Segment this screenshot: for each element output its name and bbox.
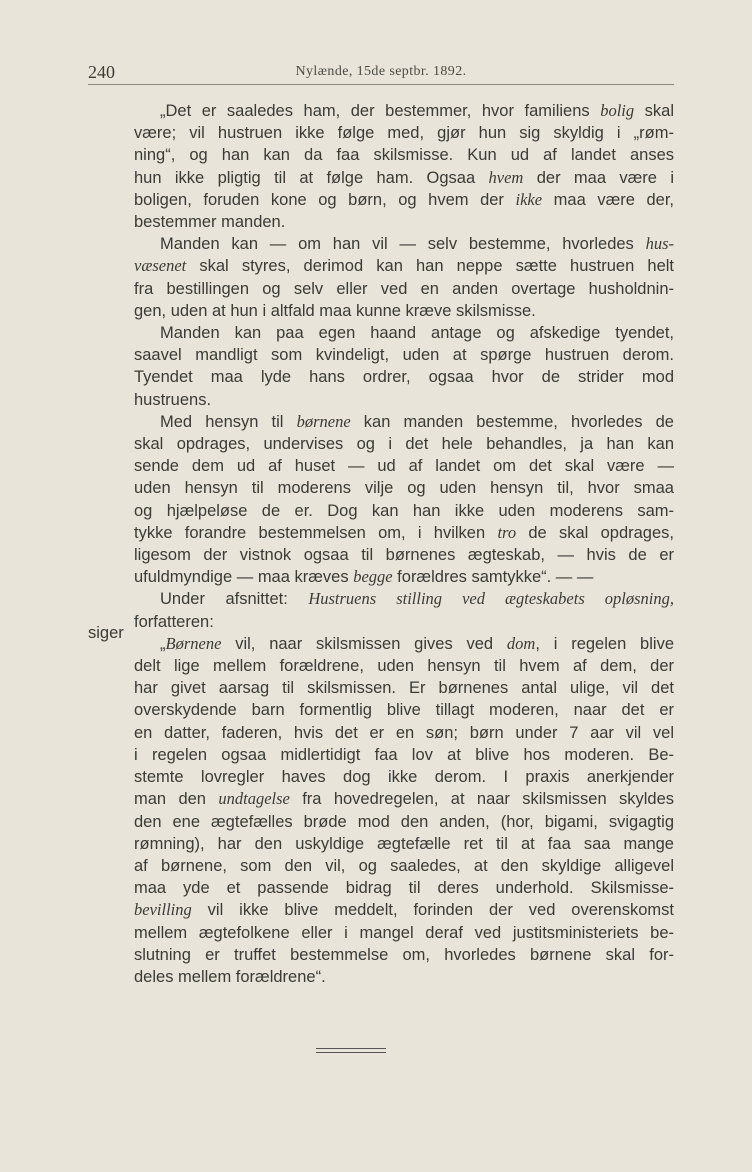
text-run: Manden kan paa egen haand antage og afskedige tyendet, bbox=[160, 324, 674, 343]
text-line bbox=[134, 100, 674, 122]
text-line bbox=[134, 344, 674, 366]
text-line bbox=[134, 611, 674, 633]
text-line bbox=[134, 922, 674, 944]
text-run: hustruens. bbox=[134, 390, 212, 409]
text-run: „ bbox=[160, 634, 166, 653]
paragraph bbox=[134, 633, 674, 988]
paragraph bbox=[134, 588, 674, 632]
text-line bbox=[134, 966, 674, 988]
end-rule bbox=[316, 1048, 386, 1053]
text-line bbox=[134, 633, 674, 655]
text-line bbox=[134, 855, 674, 877]
emphasis: begge bbox=[353, 567, 393, 587]
text-run: skal bbox=[634, 102, 674, 120]
text-line bbox=[134, 389, 674, 411]
text-line bbox=[134, 677, 674, 699]
text-line bbox=[134, 655, 674, 677]
text-line bbox=[134, 722, 674, 744]
emphasis: bolig bbox=[600, 101, 635, 120]
margin-note: siger bbox=[88, 624, 124, 642]
text-line bbox=[134, 144, 674, 166]
emphasis: ikke bbox=[515, 189, 543, 209]
text-line bbox=[134, 322, 674, 344]
page-number: 240 bbox=[88, 62, 115, 82]
text-line bbox=[134, 366, 674, 388]
text-line bbox=[134, 877, 674, 899]
text-run: Med hensyn til bbox=[160, 412, 297, 431]
text-run: hun ikke pligtig til at følge ham. Ogsaa bbox=[134, 168, 489, 187]
emphasis: dom bbox=[506, 633, 536, 653]
text-run: deles mellem forældrene“. bbox=[134, 967, 326, 986]
text-line bbox=[134, 122, 674, 144]
text-run: slutning er truffet bestemmelse om, hvorledes børnene skal for- bbox=[134, 945, 674, 964]
text-run: i regelen ogsaa midlertidigt faa lov at blive hos moderen. Be- bbox=[134, 745, 674, 764]
text-run: de skal opdrages, bbox=[516, 523, 674, 542]
text-line bbox=[134, 300, 674, 322]
text-line bbox=[134, 211, 674, 233]
text-line bbox=[134, 699, 674, 721]
text-run: , i regelen blive bbox=[535, 634, 674, 653]
text-run: en datter, faderen, hvis det er en søn; børn under 7 aar vil vel bbox=[134, 723, 674, 742]
text-run: der maa være i bbox=[523, 168, 675, 187]
text-line bbox=[134, 477, 674, 499]
text-run: stemte lovregler haves dog ikke derom. I praxis anerkjender bbox=[134, 768, 674, 787]
text-run: Tyendet maa lyde hans ordrer, ogsaa hvor de strider mod bbox=[134, 368, 674, 387]
text-run: Under afsnittet: bbox=[160, 590, 309, 609]
text-run: ufuldmyndige — maa kræves bbox=[134, 568, 354, 587]
text-run: den ene ægtefælles brøde mod den anden, (hor, bigami, svigagtig bbox=[134, 812, 674, 831]
text-run: uden hensyn til moderens vilje og uden hensyn til, hvor smaa bbox=[134, 479, 674, 498]
text-run: sende dem ud af huset — ud af landet om det skal være — bbox=[134, 457, 674, 476]
text-line bbox=[134, 500, 674, 522]
running-head: Nylænde, 15de septbr. 1892. bbox=[295, 64, 467, 79]
text-line bbox=[134, 766, 674, 788]
text-line bbox=[134, 167, 674, 189]
text-run: forældres samtykke“. — — bbox=[392, 568, 594, 587]
text-run: skal opdrages, undervises og i det hele behandles, ja han kan bbox=[134, 435, 674, 454]
paragraph bbox=[134, 411, 674, 589]
text-run: og hjælpeløse de er. Dog kan han ikke uden moderens sam- bbox=[134, 501, 674, 520]
text-line bbox=[134, 411, 674, 433]
text-line bbox=[134, 588, 674, 610]
emphasis: Hustruens stilling ved ægteskabets opløsning, bbox=[308, 589, 674, 609]
text-line bbox=[134, 278, 674, 300]
text-run: vil ikke blive meddelt, forinden der ved overenskomst bbox=[191, 901, 674, 920]
text-line bbox=[134, 255, 674, 277]
emphasis: børnene bbox=[296, 411, 351, 431]
paragraph bbox=[134, 100, 674, 233]
text-line bbox=[134, 833, 674, 855]
emphasis: undtagelse bbox=[218, 789, 290, 809]
emphasis: Børnene bbox=[165, 633, 222, 653]
text-run: gen, uden at hun i altfald maa kunne kræve skilsmisse. bbox=[134, 301, 536, 320]
text-run: rømning), har den uskyldige ægtefælle ret til at faa saa mange bbox=[134, 834, 674, 853]
body-text bbox=[134, 100, 674, 988]
text-line bbox=[134, 522, 674, 544]
text-run: saavel mandligt som kvindeligt, uden at spørge hustruen derom. bbox=[134, 346, 674, 365]
text-line bbox=[134, 566, 674, 588]
text-run: være; vil hustruen ikke følge med, gjør hun sig skyldig i „røm- bbox=[134, 124, 674, 143]
text-run: maa yde et passende bidrag til deres underhold. Skilsmisse- bbox=[134, 879, 674, 898]
text-run: overskydende barn formentlig blive tillagt moderen, naar det er bbox=[134, 701, 674, 720]
text-line bbox=[134, 944, 674, 966]
text-run: boligen, foruden kone og børn, og hvem der bbox=[134, 190, 516, 209]
text-run: fra hovedregelen, at naar skilsmissen skyldes bbox=[289, 790, 675, 809]
text-run: mellem ægtefolkene eller i mangel deraf ved justitsministeriets be- bbox=[134, 923, 674, 942]
text-run: har givet aarsag til skilsmissen. Er børnenes antal ulige, vil det bbox=[134, 679, 674, 698]
text-run: fra bestillingen og selv eller ved en anden overtage husholdnin- bbox=[134, 279, 674, 298]
text-line bbox=[134, 899, 674, 921]
text-line bbox=[134, 189, 674, 211]
text-line bbox=[134, 788, 674, 810]
emphasis: væsenet bbox=[134, 256, 187, 276]
emphasis: hus- bbox=[645, 234, 674, 254]
paragraph bbox=[134, 322, 674, 411]
text-run: Manden kan — om han vil — selv bestemme, hvorledes bbox=[160, 235, 646, 254]
page-header bbox=[88, 60, 674, 85]
text-run: skal styres, derimod kan han neppe sætte hustruen helt bbox=[186, 257, 674, 276]
text-line bbox=[134, 544, 674, 566]
emphasis: hvem bbox=[488, 167, 524, 187]
text-line bbox=[134, 455, 674, 477]
text-run: ning“, og han kan da faa skilsmisse. Kun ud af landet anses bbox=[134, 146, 674, 165]
text-run: maa være der, bbox=[542, 190, 674, 209]
text-run: vil, naar skilsmissen gives ved bbox=[221, 634, 507, 653]
text-line bbox=[134, 233, 674, 255]
text-line bbox=[134, 744, 674, 766]
text-run: man den bbox=[134, 790, 219, 809]
text-run: af børnene, som den vil, og saaledes, at den skyldige alligevel bbox=[134, 856, 674, 875]
text-run: „Det er saaledes ham, der bestemmer, hvor familiens bbox=[160, 102, 601, 120]
text-run: tykke forandre bestemmelsen om, i hvilken bbox=[134, 523, 498, 542]
paragraph bbox=[134, 233, 674, 322]
text-run: forfatteren: bbox=[134, 612, 214, 631]
text-run: kan manden bestemme, hvorledes de bbox=[350, 412, 674, 431]
emphasis: bevilling bbox=[134, 900, 192, 920]
emphasis: tro bbox=[497, 522, 517, 542]
text-run: ligesom der vistnok ogsaa til børnenes ægteskab, — hvis de er bbox=[134, 546, 674, 565]
text-run: delt lige mellem forældrene, uden hensyn til hvem af dem, der bbox=[134, 657, 674, 676]
text-line bbox=[134, 811, 674, 833]
text-run: bestemmer manden. bbox=[134, 213, 286, 232]
text-line bbox=[134, 433, 674, 455]
